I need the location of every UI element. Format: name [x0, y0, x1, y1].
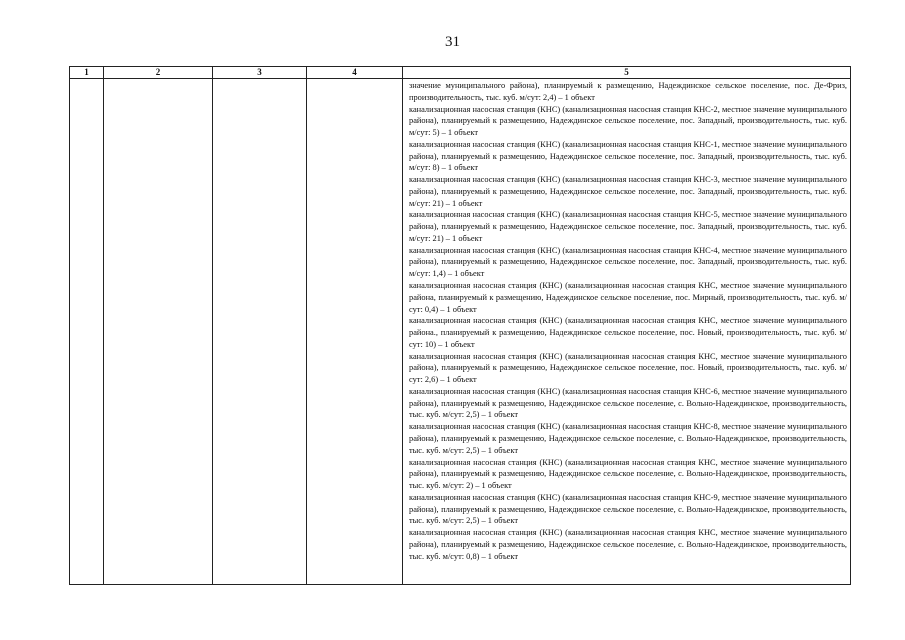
facility-entry: канализационная насосная станция (КНС) (канализационная насосная станция КНС, местное значение муниципального района), планируемый к размещению, Надеждинское сельское поселение, с. Вольно-Надеждинское, производительность, тыс. куб. м/сут: 2) – 1 объект: [409, 457, 847, 491]
table-header-row: [70, 67, 851, 79]
facility-entry: канализационная насосная станция (КНС) (канализационная насосная станция КНС-4, местное значение муниципального района), планируемый к размещению, Надеждинское сельское поселение, пос. Западный, производительность, тыс. куб. м/сут: 1,4) – 1 объект: [409, 245, 847, 279]
facility-entry: канализационная насосная станция (КНС) (канализационная насосная станция КНС-8, местное значение муниципального района), планируемый к размещению, Надеждинское сельское поселение, с. Вольно-Надеждинское, производительность, тыс. куб. м/сут: 2,5) – 1 объект: [409, 422, 847, 455]
facilities-table: [69, 66, 851, 585]
column-2-cell: [104, 79, 213, 585]
column-header-4: 4: [307, 67, 403, 79]
facility-entry: канализационная насосная станция (КНС) (канализационная насосная станция КНС, местное значение муниципального района, планируемый к размещению, Надеждинское сельское поселение, пос. Мирный, производительность, тыс. куб. м/сут: 0,4) – 1 объект: [409, 281, 847, 314]
column-1-cell: [70, 79, 104, 585]
table-row: [70, 79, 851, 585]
facility-entry: канализационная насосная станция (КНС) (канализационная насосная станция КНС-3, местное значение муниципального района), планируемый к размещению, Надеждинское сельское поселение, пос. Западный, производительность, тыс. куб. м/сут: 21) – 1 объект: [409, 175, 847, 208]
facility-entry: канализационная насосная станция (КНС) (канализационная насосная станция КНС-2, местное значение муниципального района), планируемый к размещению, Надеждинское сельское поселение, пос. Западный, производительность, тыс. куб. м/сут: 5) – 1 объект: [409, 104, 847, 138]
facility-entries: [403, 79, 850, 562]
column-4-cell: [307, 79, 403, 585]
facility-entry: канализационная насосная станция (КНС) (канализационная насосная станция КНС-5, местное значение муниципального района), планируемый к размещению, Надеждинское сельское поселение, пос. Западный, производительность, тыс. куб. м/сут: 21) – 1 объект: [409, 210, 847, 243]
facility-entry: канализационная насосная станция (КНС) (канализационная насосная станция КНС, местное значение муниципального района), планируемый к размещению, Надеждинское сельское поселение, с. Вольно-Надеждинское, производительность, тыс. куб. м/сут: 0,8) – 1 объект: [409, 528, 847, 561]
column-3-cell: [213, 79, 307, 585]
column-5-cell: [403, 79, 851, 585]
column-header-5: 5: [403, 67, 851, 79]
column-header-2: 2: [104, 67, 213, 79]
facility-entry: канализационная насосная станция (КНС) (канализационная насосная станция КНС-6, местное значение муниципального района), планируемый к размещению, Надеждинское сельское поселение, с. Вольно-Надеждинское, производительность, тыс. куб. м/сут: 2,5) – 1 объект: [409, 386, 847, 420]
facility-entry: канализационная насосная станция (КНС) (канализационная насосная станция КНС-1, местное значение муниципального района), планируемый к размещению, Надеждинское сельское поселение, пос. Западный, производительность, тыс. куб. м/сут: 8) – 1 объект: [409, 139, 847, 173]
page-number: 31: [445, 34, 460, 50]
facility-entry: канализационная насосная станция (КНС) (канализационная насосная станция КНС, местное значение муниципального района), планируемый к размещению, Надеждинское сельское поселение, пос. Новый, производительность, тыс. куб. м/сут: 2,6) – 1 объект: [409, 351, 847, 385]
facility-entry: канализационная насосная станция (КНС) (канализационная насосная станция КНС, местное значение муниципального района., планируемый к размещению, Надеждинское сельское поселение, пос. Новый, производительность, тыс. куб. м/сут: 10) – 1 объект: [409, 316, 847, 349]
column-header-1: 1: [70, 67, 104, 79]
facility-entry: значение муниципального района), планируемый к размещению, Надеждинское сельское поселение, пос. Де-Фриз, производительность, тыс. куб. м/сут: 2,4) – 1 объект: [409, 81, 847, 102]
column-header-3: 3: [213, 67, 307, 79]
facility-entry: канализационная насосная станция (КНС) (канализационная насосная станция КНС-9, местное значение муниципального района), планируемый к размещению, Надеждинское сельское поселение, с. Вольно-Надеждинское, производительность, тыс. куб. м/сут: 2,5) – 1 объект: [409, 492, 847, 526]
